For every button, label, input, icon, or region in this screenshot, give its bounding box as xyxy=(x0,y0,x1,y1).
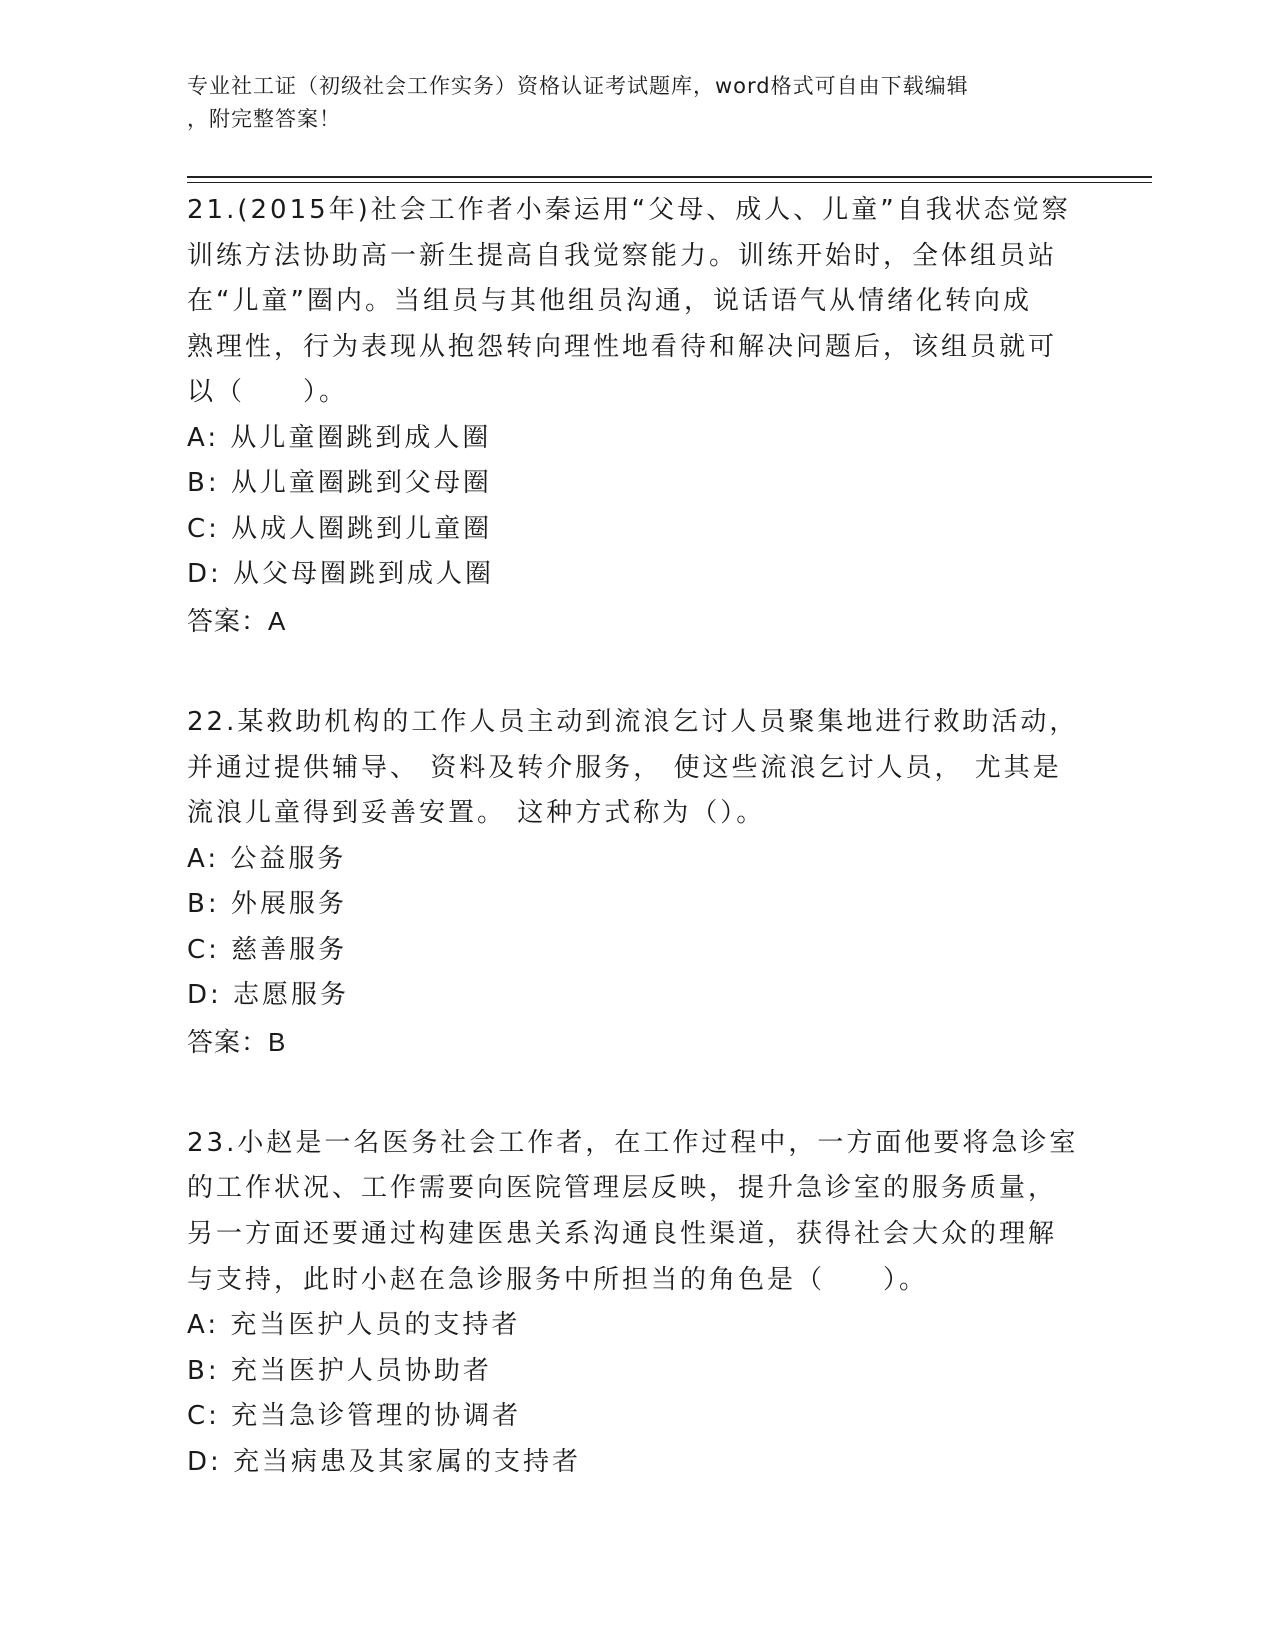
option-d: D: 志愿服务 xyxy=(187,980,350,1011)
question-list xyxy=(187,188,1087,1541)
question-line: 22.某救助机构的工作人员主动到流浪乞讨人员聚集地进行救助活动， xyxy=(187,706,1079,737)
question-line: 另一方面还要通过构建医患关系沟通良性渠道，获得社会大众的理解 xyxy=(187,1218,1058,1249)
header-rule-thin xyxy=(187,182,1152,183)
option-d: D: 从父母圈跳到成人圈 xyxy=(187,559,495,590)
question-line: 23.小赵是一名医务社会工作者，在工作过程中，一方面他要将急诊室 xyxy=(187,1127,1079,1158)
question-line: 在“儿童”圈内。当组员与其他组员沟通，说话语气从情绪化转向成 xyxy=(187,286,1032,317)
header-line-1: 专业社工证（初级社会工作实务）资格认证考试题库，word格式可自由下载编辑 xyxy=(187,74,969,98)
question-line: 的工作状况、工作需要向医院管理层反映，提升急诊室的服务质量， xyxy=(187,1173,1058,1204)
question-line: 21.(2015年)社会工作者小秦运用“父母、成人、儿童”自我状态觉察 xyxy=(187,195,1071,225)
question-line: 流浪儿童得到妥善安置。 这种方式称为（）。 xyxy=(187,798,766,829)
question-22 xyxy=(187,700,1087,1065)
question-21 xyxy=(187,188,1087,644)
question-line: 与支持，此时小赵在急诊服务中所担当的角色是（ ）。 xyxy=(187,1264,929,1295)
question-line: 以（ ）。 xyxy=(187,377,349,408)
option-d: D: 充当病患及其家属的支持者 xyxy=(187,1446,582,1477)
question-line: 并通过提供辅导、 资料及转介服务， 使这些流浪乞讨人员， 尤其是 xyxy=(187,752,1062,783)
option-a: A: 从儿童圈跳到成人圈 xyxy=(187,422,492,453)
document-header xyxy=(187,70,1087,136)
header-rule-thick xyxy=(187,176,1152,178)
question-line: 训练方法协助高一新生提高自我觉察能力。训练开始时，全体组员站 xyxy=(187,240,1058,271)
option-b: B: 充当医护人员协助者 xyxy=(187,1355,492,1386)
option-c: C: 从成人圈跳到儿童圈 xyxy=(187,513,493,544)
option-c: C: 充当急诊管理的协调者 xyxy=(187,1401,522,1432)
option-a: A: 充当医护人员的支持者 xyxy=(187,1310,521,1341)
question-text xyxy=(187,188,1087,416)
option-b: B: 外展服务 xyxy=(187,889,347,920)
question-line: 熟理性，行为表现从抱怨转向理性地看待和解决问题后，该组员就可 xyxy=(187,331,1058,362)
option-b: B: 从儿童圈跳到父母圈 xyxy=(187,468,492,499)
question-text xyxy=(187,700,1087,837)
option-c: C: 慈善服务 xyxy=(187,934,348,965)
answer: 答案：A xyxy=(187,605,287,636)
question-text xyxy=(187,1121,1087,1303)
header-line-2: ，附完整答案！ xyxy=(187,107,341,131)
option-a: A: 公益服务 xyxy=(187,843,347,874)
question-23 xyxy=(187,1121,1087,1485)
answer: 答案：B xyxy=(187,1026,287,1057)
